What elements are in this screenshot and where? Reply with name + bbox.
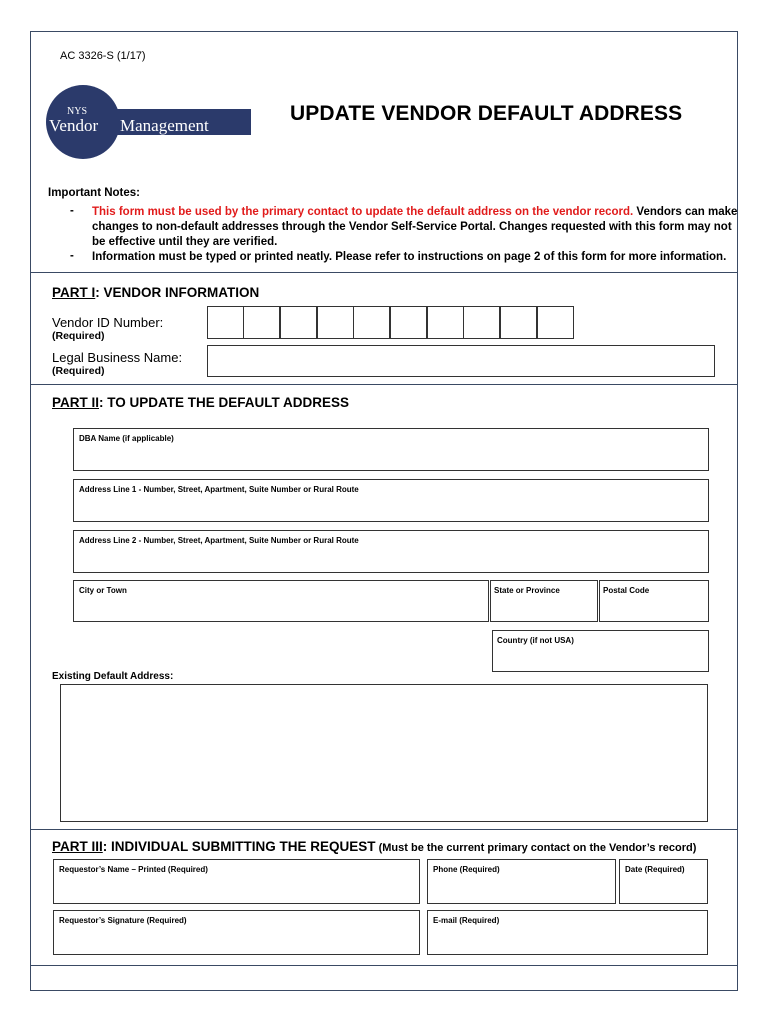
logo-nys-text: NYS (67, 106, 88, 117)
email-label: E-mail (Required) (433, 916, 500, 925)
legal-name-label: Legal Business Name: (52, 350, 183, 365)
vendor-id-digit-10[interactable] (537, 306, 574, 339)
date-field[interactable] (619, 859, 708, 904)
state-field[interactable] (490, 580, 598, 622)
vendor-id-required: (Required) (52, 330, 105, 342)
dba-name-label: DBA Name (if applicable) (79, 434, 174, 443)
vendor-id-digit-4[interactable] (317, 306, 354, 339)
existing-address-field[interactable] (60, 684, 708, 822)
city-label: City or Town (79, 586, 127, 595)
divider (31, 272, 737, 273)
note-dash: - (70, 205, 74, 217)
logo-management-text: Management (120, 116, 209, 135)
country-field[interactable] (492, 630, 709, 672)
email-field[interactable] (427, 910, 708, 955)
dba-name-field[interactable] (73, 428, 709, 471)
note-1-text-b: changes to non-default addresses through the Vendor Self-Service Portal. Changes requested with this form may not (92, 221, 732, 233)
divider (31, 829, 737, 830)
divider (31, 965, 737, 966)
note-1-red-text: This form must be used by the primary contact to update the default address on the vendor record. (92, 206, 634, 218)
vendor-id-digit-8[interactable] (463, 306, 500, 339)
legal-name-field[interactable] (207, 345, 715, 377)
address-line-2-label: Address Line 2 - Number, Street, Apartment, Suite Number or Rural Route (79, 536, 359, 545)
note-1-text-a: Vendors can make (633, 206, 738, 218)
requestor-name-label: Requestor’s Name – Printed (Required) (59, 865, 208, 874)
notes-heading: Important Notes: (48, 187, 140, 199)
existing-address-label: Existing Default Address: (52, 671, 174, 682)
postal-code-label: Postal Code (603, 586, 650, 595)
phone-field[interactable] (427, 859, 616, 904)
note-1-text-c: be effective until they are verified. (92, 236, 278, 248)
note-2: Information must be typed or printed neatly. Please refer to instructions on page 2 of this form for more information. (92, 251, 727, 263)
note-dash: - (70, 250, 74, 262)
vendor-id-digit-1[interactable] (207, 306, 244, 339)
vendor-id-digit-5[interactable] (353, 306, 390, 339)
address-line-2-field[interactable] (73, 530, 709, 573)
vendor-id-label: Vendor ID Number: (52, 315, 164, 330)
requestor-signature-label: Requestor’s Signature (Required) (59, 916, 187, 925)
vendor-id-digit-6[interactable] (390, 306, 427, 339)
address-line-1-field[interactable] (73, 479, 709, 522)
part1-heading: PART I: VENDOR INFORMATION (52, 285, 260, 300)
form-number: AC 3326-S (1/17) (60, 50, 146, 62)
requestor-signature-field[interactable] (53, 910, 420, 955)
vendor-id-digit-2[interactable] (243, 306, 280, 339)
vendor-id-digit-7[interactable] (427, 306, 464, 339)
logo-vendor-text: Vendor (49, 116, 99, 135)
part2-heading: PART II: TO UPDATE THE DEFAULT ADDRESS (52, 395, 350, 410)
vendor-id-digit-9[interactable] (500, 306, 537, 339)
phone-label: Phone (Required) (433, 865, 500, 874)
state-label: State or Province (494, 586, 560, 595)
legal-name-required: (Required) (52, 365, 105, 377)
nys-vendor-management-logo (45, 84, 253, 160)
country-label: Country (if not USA) (497, 636, 574, 645)
date-label: Date (Required) (625, 865, 685, 874)
vendor-id-digit-3[interactable] (280, 306, 317, 339)
address-line-1-label: Address Line 1 - Number, Street, Apartment, Suite Number or Rural Route (79, 485, 359, 494)
requestor-name-field[interactable] (53, 859, 420, 904)
note-1 (92, 205, 738, 250)
divider (31, 384, 737, 385)
city-field[interactable] (73, 580, 489, 622)
postal-code-field[interactable] (599, 580, 709, 622)
part3-heading: PART III: INDIVIDUAL SUBMITTING THE REQUEST (Must be the current primary contact on the Vendor’s record) (52, 839, 697, 854)
page-title: UPDATE VENDOR DEFAULT ADDRESS (290, 102, 683, 125)
